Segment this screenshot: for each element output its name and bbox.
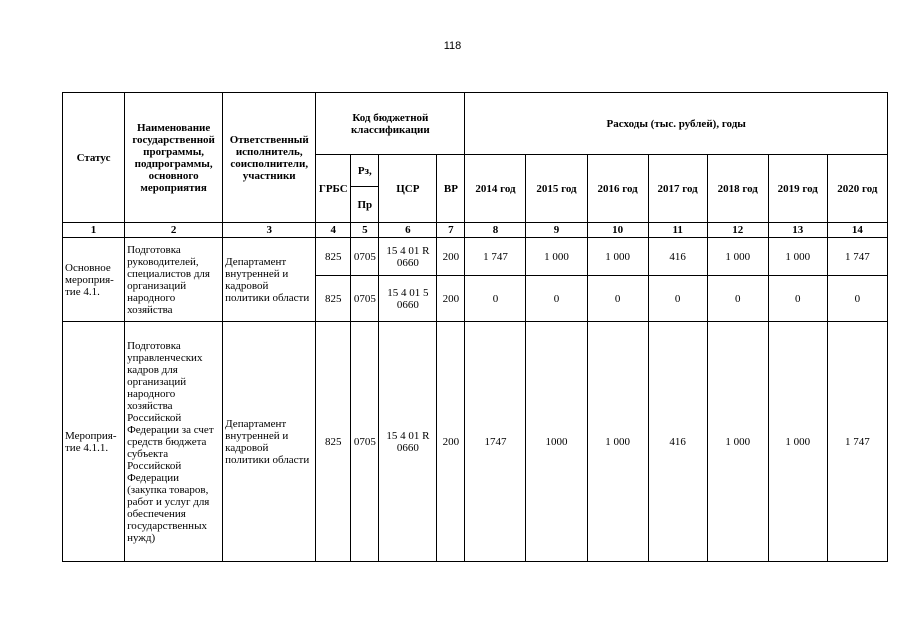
cell-value: 1 747 — [465, 238, 526, 276]
cell-value: 0 — [526, 276, 587, 322]
column-number: 13 — [768, 223, 827, 238]
cell-csr: 15 4 01 R 0660 — [379, 238, 437, 276]
page-number: 118 — [443, 40, 462, 52]
budget-table — [62, 92, 888, 562]
cell-value: 1 000 — [587, 322, 648, 562]
header-year: 2014 год — [465, 155, 526, 223]
cell-value: 0 — [587, 276, 648, 322]
cell-vr: 200 — [437, 322, 465, 562]
column-number: 11 — [648, 223, 707, 238]
cell-value: 1 000 — [526, 238, 587, 276]
column-number: 10 — [587, 223, 648, 238]
header-budget-code: Код бюджетной классификации — [316, 93, 465, 155]
cell-value: 0 — [465, 276, 526, 322]
cell-value: 0 — [648, 276, 707, 322]
header-year: 2018 год — [707, 155, 768, 223]
header-expenses: Расходы (тыс. рублей), годы — [465, 93, 888, 155]
header-vr: ВР — [437, 155, 465, 223]
row-status: Мероприя-тие 4.1.1. — [63, 322, 125, 562]
cell-value: 1 000 — [768, 238, 827, 276]
header-year: 2019 год — [768, 155, 827, 223]
column-number: 14 — [827, 223, 887, 238]
cell-value: 0 — [768, 276, 827, 322]
column-number: 2 — [125, 223, 223, 238]
cell-value: 1 000 — [768, 322, 827, 562]
column-number: 4 — [316, 223, 351, 238]
row-status: Основное мероприя-тие 4.1. — [63, 238, 125, 322]
cell-value: 1 747 — [827, 322, 887, 562]
header-grbs: ГРБС — [316, 155, 351, 223]
cell-value: 1 000 — [707, 322, 768, 562]
column-number: 3 — [223, 223, 316, 238]
header-pr: Пр — [351, 187, 379, 223]
cell-rzpr: 0705 — [351, 238, 379, 276]
cell-grbs: 825 — [316, 322, 351, 562]
header-csr: ЦСР — [379, 155, 437, 223]
header-year: 2020 год — [827, 155, 887, 223]
cell-value: 1000 — [526, 322, 587, 562]
cell-value: 416 — [648, 322, 707, 562]
cell-value: 416 — [648, 238, 707, 276]
cell-value: 0 — [827, 276, 887, 322]
cell-vr: 200 — [437, 238, 465, 276]
cell-rzpr: 0705 — [351, 322, 379, 562]
row-name: Подготовка управленческих кадров для организаций народного хозяйства Российской Федерации за счет средств бюджета субъекта Российской Федерации (закупка товаров, работ и услуг для обеспечения государственных нужд) — [125, 322, 223, 562]
cell-rzpr: 0705 — [351, 276, 379, 322]
header-status: Статус — [63, 93, 125, 223]
header-responsible: Ответственный исполнитель, соисполнители, участники — [223, 93, 316, 223]
column-number: 9 — [526, 223, 587, 238]
cell-csr: 15 4 01 5 0660 — [379, 276, 437, 322]
cell-vr: 200 — [437, 276, 465, 322]
cell-grbs: 825 — [316, 238, 351, 276]
cell-value: 1747 — [465, 322, 526, 562]
cell-csr: 15 4 01 R 0660 — [379, 322, 437, 562]
row-responsible: Департамент внутренней и кадровой политики области — [223, 322, 316, 562]
cell-value: 0 — [707, 276, 768, 322]
column-number: 1 — [63, 223, 125, 238]
row-name: Подготовка руководителей, специалистов для организаций народного хозяйства — [125, 238, 223, 322]
header-year: 2015 год — [526, 155, 587, 223]
cell-value: 1 747 — [827, 238, 887, 276]
cell-grbs: 825 — [316, 276, 351, 322]
column-number: 5 — [351, 223, 379, 238]
header-year: 2016 год — [587, 155, 648, 223]
row-responsible: Департамент внутренней и кадровой политики области — [223, 238, 316, 322]
column-number: 6 — [379, 223, 437, 238]
column-number: 8 — [465, 223, 526, 238]
column-number: 12 — [707, 223, 768, 238]
cell-value: 1 000 — [707, 238, 768, 276]
header-rz: Рз, — [351, 155, 379, 187]
header-year: 2017 год — [648, 155, 707, 223]
cell-value: 1 000 — [587, 238, 648, 276]
column-number: 7 — [437, 223, 465, 238]
header-name: Наименование государственной программы, подпрограммы, основного мероприятия — [125, 93, 223, 223]
